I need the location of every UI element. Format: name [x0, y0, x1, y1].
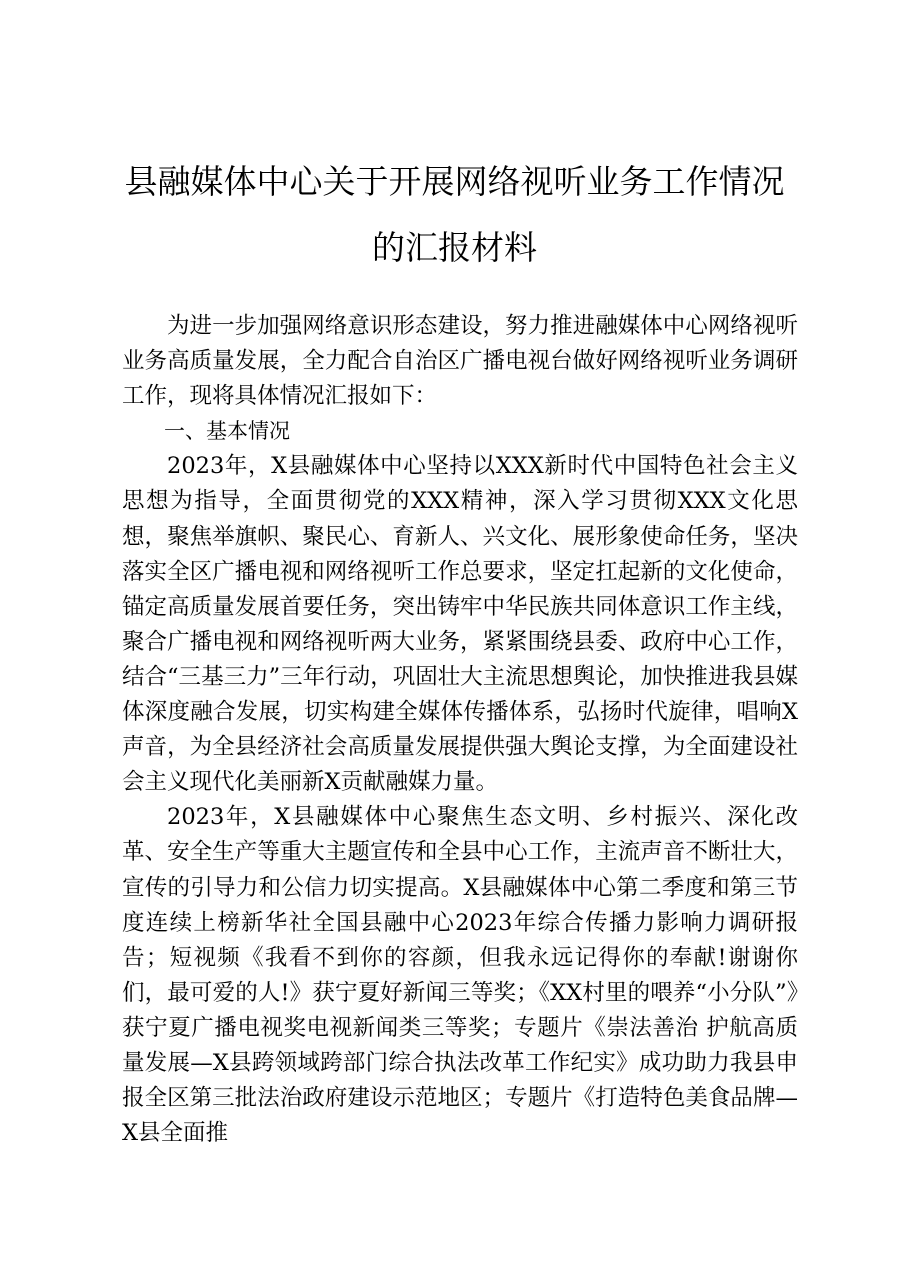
body-paragraph-2: 2023年，X县融媒体中心聚焦生态文明、乡村振兴、深化改革、安全生产等重大主题宣传和全县中心工作，主流声音不断壮大，宣传的引导力和公信力切实提高。X县融媒体中心第二季度和第三节度连续上榜新华社全国县融中心2023年综合传播力影响力调研报告；短视频《我看不到你的容颜，但我永远记得你的奉献!谢谢你们，最可爱的人!》获宁夏好新闻三等奖；《XX村里的喂养“小分队”》获宁夏广播电视奖电视新闻类三等奖；专题片《崇法善治 护航高质量发展—X县跨领域跨部门综合执法改革工作纪实》成功助力我县申报全区第三批法治政府建设示范地区；专题片《打造特色美食品牌—X县全面推: [122, 804, 798, 1147]
body-paragraph-1: 2023年，X县融媒体中心坚持以XXX新时代中国特色社会主义思想为指导，全面贯彻党的XXX精神，深入学习贯彻XXX文化思想，聚焦举旗帜、聚民心、育新人、兴文化、展形象使命任务，坚决落实全区广播电视和网络视听工作总要求，坚定扛起新的文化使命，锚定高质量发展首要任务，突出铸牢中华民族共同体意识工作主线，聚合广播电视和网络视听两大业务，紧紧围绕县委、政府中心工作，结合“三基三力”三年行动，巩固壮大主流思想舆论，加快推进我县媒体深度融合发展，切实构建全媒体传播体系，弘扬时代旋律，唱响X声音，为全县经济社会高质量发展提供强大舆论支撑，为全面建设社会主义现代化美丽新X贡献融媒力量。: [122, 453, 798, 796]
document-body: [122, 309, 798, 1151]
intro-paragraph: 为进一步加强网络意识形态建设，努力推进融媒体中心网络视听业务高质量发展，全力配合自治区广播电视台做好网络视听业务调研工作，现将具体情况汇报如下：: [122, 313, 798, 410]
document-title-line-2: 的汇报材料: [372, 228, 537, 267]
section-heading-basic-situation: 一、基本情况: [164, 419, 290, 444]
document-title-line-1: 县融媒体中心关于开展网络视听业务工作情况: [124, 162, 785, 201]
